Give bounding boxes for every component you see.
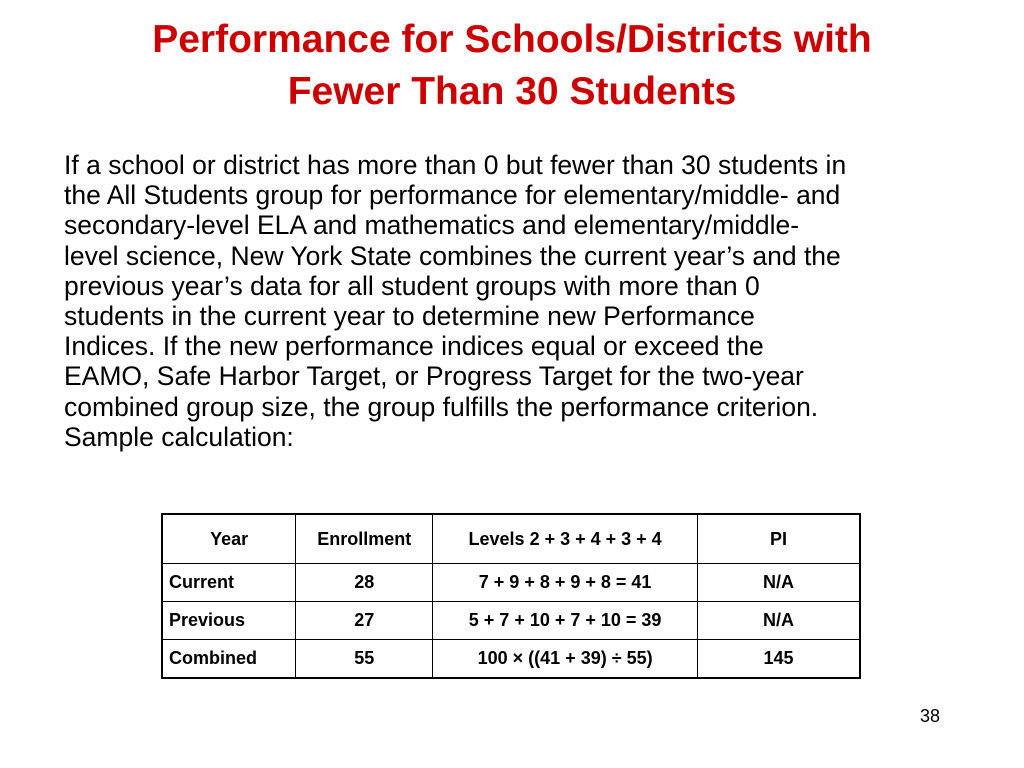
body-line: combined group size, the group fulfills the performance criterion.	[64, 391, 819, 422]
slide-title-line-2: Fewer Than 30 Students	[287, 70, 737, 113]
body-line: students in the current year to determine new Performance	[64, 301, 755, 332]
header-year: Year	[162, 514, 296, 564]
slide-body-paragraph	[64, 150, 1004, 452]
body-line: secondary-level ELA and mathematics and elementary/middle-	[64, 210, 800, 241]
cell-pi: 145	[698, 640, 860, 679]
body-line: Indices. If the new performance indices equal or exceed the	[64, 331, 764, 362]
cell-levels: 100 × ((41 + 39) ÷ 55)	[433, 640, 698, 679]
body-line: previous year’s data for all student groups with more than 0	[64, 270, 760, 301]
cell-pi: N/A	[698, 602, 860, 640]
body-line: EAMO, Safe Harbor Target, or Progress Target for the two-year	[64, 361, 804, 392]
table-row	[162, 602, 860, 640]
cell-enrollment: 27	[296, 602, 433, 640]
header-pi: PI	[698, 514, 860, 564]
header-levels: Levels 2 + 3 + 4 + 3 + 4	[433, 514, 698, 564]
cell-enrollment: 55	[296, 640, 433, 679]
cell-levels: 7 + 9 + 8 + 9 + 8 = 41	[433, 564, 698, 602]
header-enrollment: Enrollment	[296, 514, 433, 564]
body-line: If a school or district has more than 0 but fewer than 30 students in	[64, 150, 847, 180]
cell-enrollment: 28	[296, 564, 433, 602]
body-line: the All Students group for performance for elementary/middle- and	[64, 180, 841, 211]
table-row	[162, 564, 860, 602]
sample-calculation-table	[161, 513, 861, 679]
cell-year: Combined	[162, 640, 296, 679]
table-row	[162, 640, 860, 679]
cell-year: Previous	[162, 602, 296, 640]
table-header-row	[162, 514, 860, 564]
cell-levels: 5 + 7 + 10 + 7 + 10 = 39	[433, 602, 698, 640]
cell-year: Current	[162, 564, 296, 602]
page-number: 38	[919, 706, 941, 726]
slide-title-line-1: Performance for Schools/Districts with	[152, 18, 872, 61]
body-line: level science, New York State combines the current year’s and the	[64, 240, 841, 271]
slide-title	[40, 14, 984, 118]
cell-pi: N/A	[698, 564, 860, 602]
body-line: Sample calculation:	[64, 421, 294, 452]
